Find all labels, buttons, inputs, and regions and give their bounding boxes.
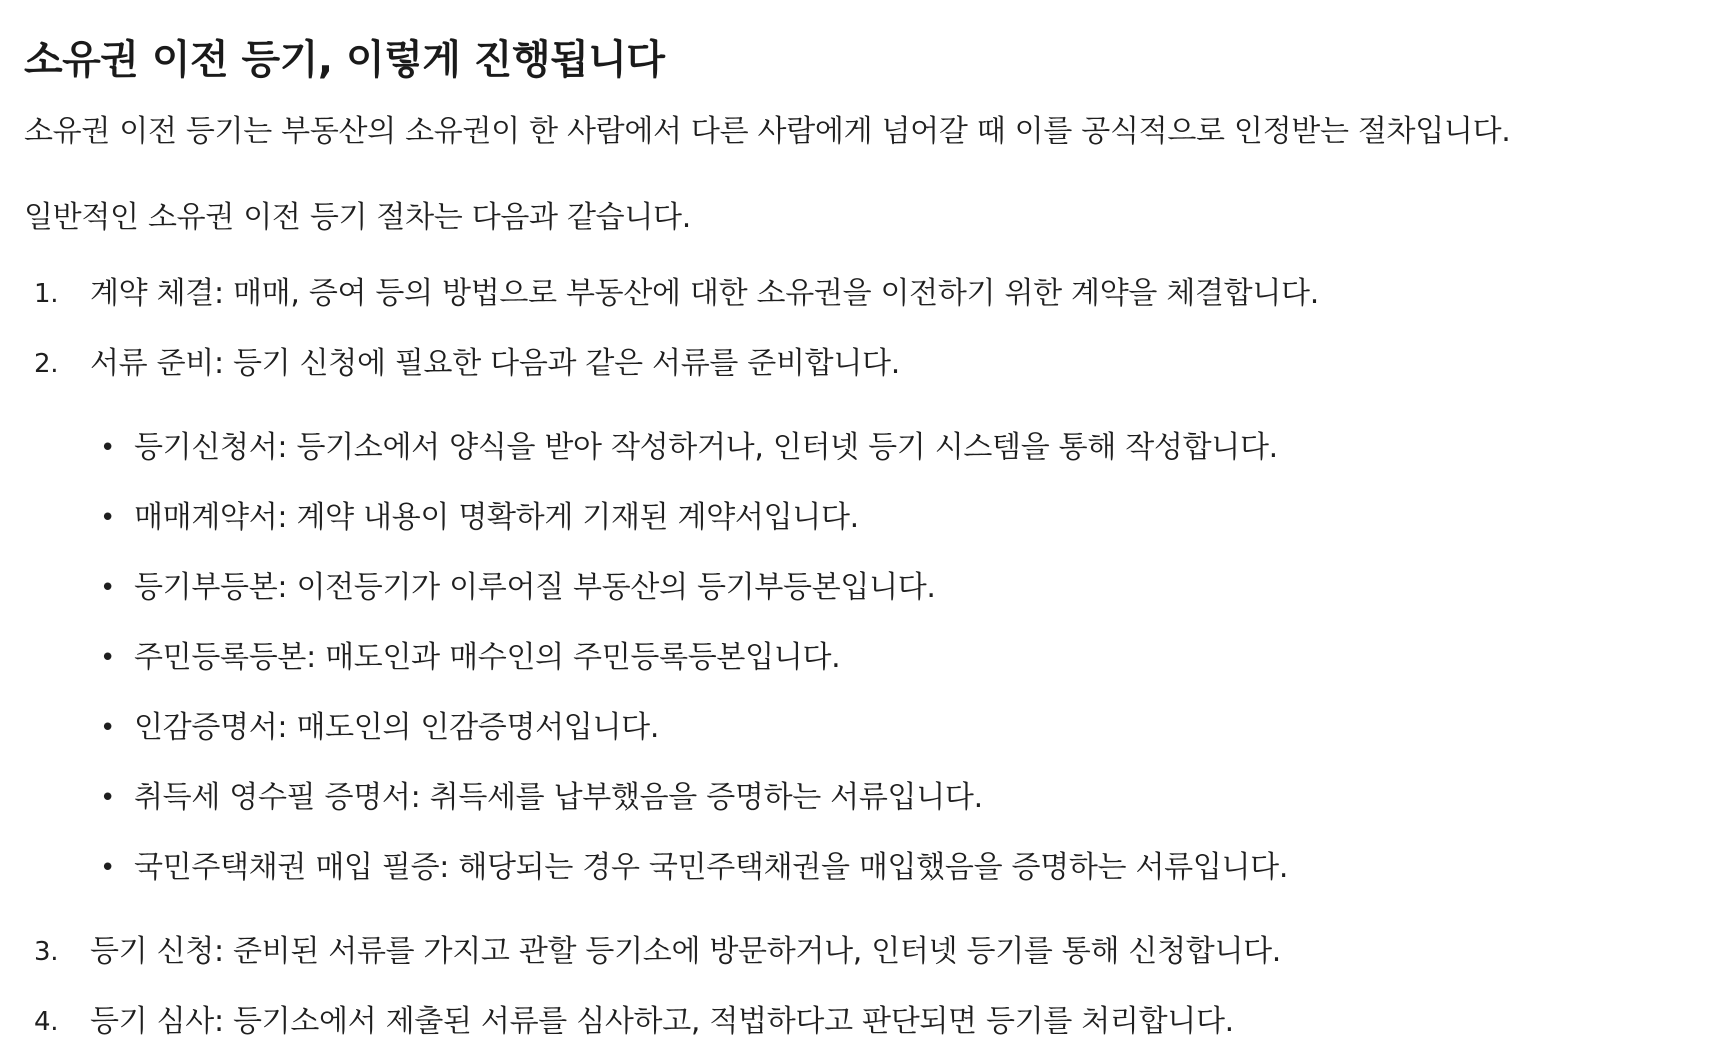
document-item-sales-contract — [90, 496, 1728, 540]
procedure-steps-list — [24, 272, 1728, 1044]
step-number: 2. — [34, 349, 59, 379]
step-number: 1. — [34, 279, 59, 309]
bullet-icon: • — [100, 713, 116, 743]
bullet-icon: • — [100, 433, 116, 463]
intro-paragraph: 소유권 이전 등기는 부동산의 소유권이 한 사람에서 다른 사람에게 넘어갈 때 이를 공식적으로 인정받는 절차입니다. — [24, 114, 1511, 149]
document-item-registry-copy — [90, 566, 1728, 610]
document-item-application — [90, 426, 1728, 470]
document-item-text: 주민등록등본: 매도인과 매수인의 주민등록등본입니다. — [134, 640, 841, 675]
step-number: 4. — [34, 1007, 59, 1037]
bullet-icon: • — [100, 853, 116, 883]
bullet-icon: • — [100, 643, 116, 673]
page-title: 소유권 이전 등기, 이렇게 진행됩니다 — [24, 37, 665, 83]
step-text: 등기 심사: 등기소에서 제출된 서류를 심사하고, 적법하다고 판단되면 등기를 처리합니다. — [90, 1004, 1234, 1039]
bullet-icon: • — [100, 573, 116, 603]
document-item-text: 인감증명서: 매도인의 인감증명서입니다. — [134, 710, 660, 745]
step-item-4 — [24, 1000, 1728, 1044]
document-item-resident-registration — [90, 636, 1728, 680]
step-number: 3. — [34, 937, 59, 967]
document-item-acquisition-tax-receipt — [90, 776, 1728, 820]
bullet-icon: • — [100, 503, 116, 533]
document-item-text: 취득세 영수필 증명서: 취득세를 납부했음을 증명하는 서류입니다. — [134, 780, 983, 815]
required-documents-list — [90, 426, 1728, 890]
document-item-text: 매매계약서: 계약 내용이 명확하게 기재된 계약서입니다. — [134, 500, 859, 535]
step-item-2 — [24, 342, 1728, 890]
step-item-3 — [24, 930, 1728, 974]
lead-paragraph: 일반적인 소유권 이전 등기 절차는 다음과 같습니다. — [24, 200, 691, 235]
step-item-1 — [24, 272, 1728, 316]
step-text: 계약 체결: 매매, 증여 등의 방법으로 부동산에 대한 소유권을 이전하기 위한 계약을 체결합니다. — [90, 276, 1319, 311]
bullet-icon: • — [100, 783, 116, 813]
step-text: 서류 준비: 등기 신청에 필요한 다음과 같은 서류를 준비합니다. — [90, 346, 900, 381]
document-item-seal-certificate — [90, 706, 1728, 750]
document-item-text: 국민주택채권 매입 필증: 해당되는 경우 국민주택채권을 매입했음을 증명하는 서류입니다. — [134, 850, 1289, 885]
document-item-housing-bond-certificate — [90, 846, 1728, 890]
document-item-text: 등기신청서: 등기소에서 양식을 받아 작성하거나, 인터넷 등기 시스템을 통해 작성합니다. — [134, 430, 1278, 465]
document-item-text: 등기부등본: 이전등기가 이루어질 부동산의 등기부등본입니다. — [134, 570, 936, 605]
step-text: 등기 신청: 준비된 서류를 가지고 관할 등기소에 방문하거나, 인터넷 등기를 통해 신청합니다. — [90, 934, 1282, 969]
